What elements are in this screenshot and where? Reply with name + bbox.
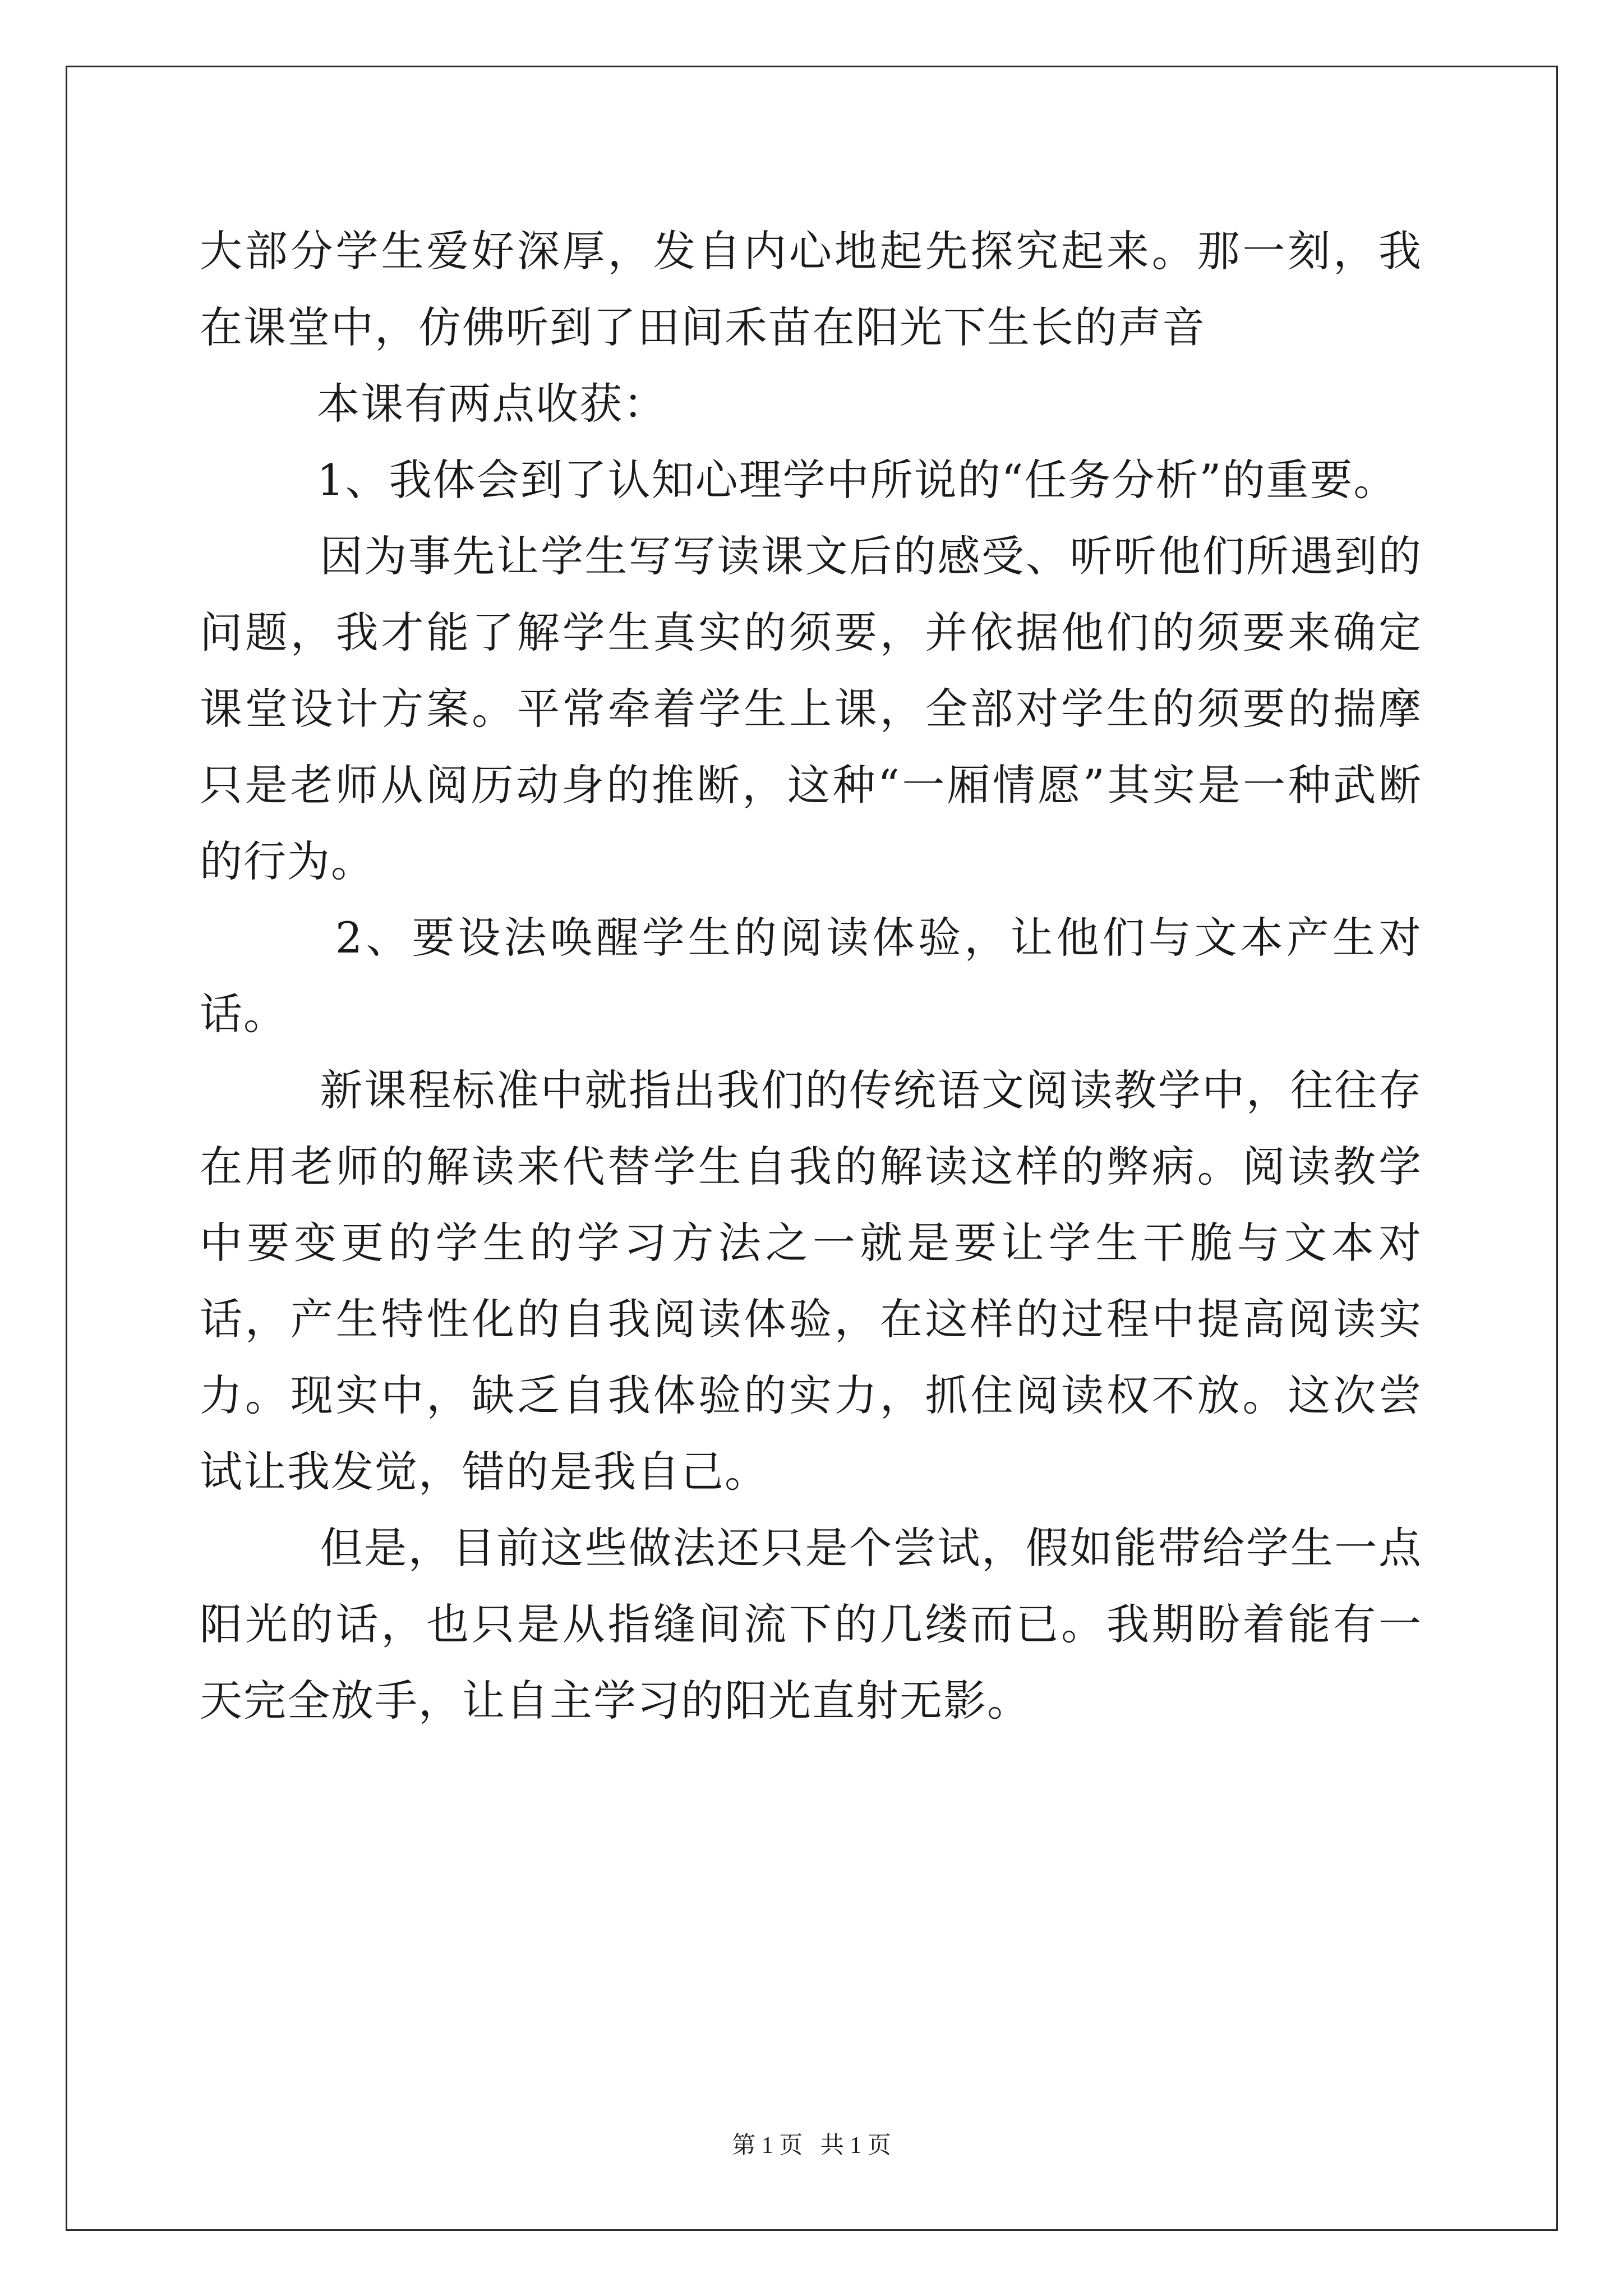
page-total: 共 1 页 — [820, 2133, 891, 2159]
paragraph: 1、我体会到了认知心理学中所说的“任务分析”的重要。 — [200, 455, 1398, 505]
paragraph: 2、要设法唤醒学生的阅读体验，让他们与文本产生对话。 — [200, 913, 1423, 1039]
paragraph: 因为事先让学生写写读课文后的感受、听听他们所遇到的问题，我才能了解学生真实的须要，并依据他们的须要来确定课堂设计方案。平常牵着学生上课，全部对学生的须要的揣摩只是老师从阅历动身的推断，这种“一厢情愿”其实是一种武断的行为。 — [200, 531, 1423, 886]
page-footer — [0, 2129, 1623, 2162]
footer-gap — [803, 2133, 820, 2159]
paragraph: 本课有两点收获： — [200, 379, 667, 429]
page-number: 第 1 页 — [732, 2133, 803, 2159]
paragraph: 新课程标准中就指出我们的传统语文阅读教学中，往往存在用老师的解读来代替学生自我的解读这样的弊病。阅读教学中要变更的学生的学习方法之一就是要让学生干脆与文本对话，产生特性化的自我阅读体验，在这样的过程中提高阅读实力。现实中，缺乏自我体验的实力，抓住阅读权不放。这次尝试让我发觉，错的是我自己。 — [200, 1065, 1423, 1497]
paragraph: 但是，目前这些做法还只是个尝试，假如能带给学生一点阳光的话，也只是从指缝间流下的几缕而已。我期盼着能有一天完全放手，让自主学习的阳光直射无影。 — [200, 1523, 1423, 1726]
document-body — [200, 213, 1422, 1739]
paragraph: 大部分学生爱好深厚，发自内心地起先探究起来。那一刻，我在课堂中，仿佛听到了田间禾苗在阳光下生长的声音 — [200, 226, 1422, 352]
